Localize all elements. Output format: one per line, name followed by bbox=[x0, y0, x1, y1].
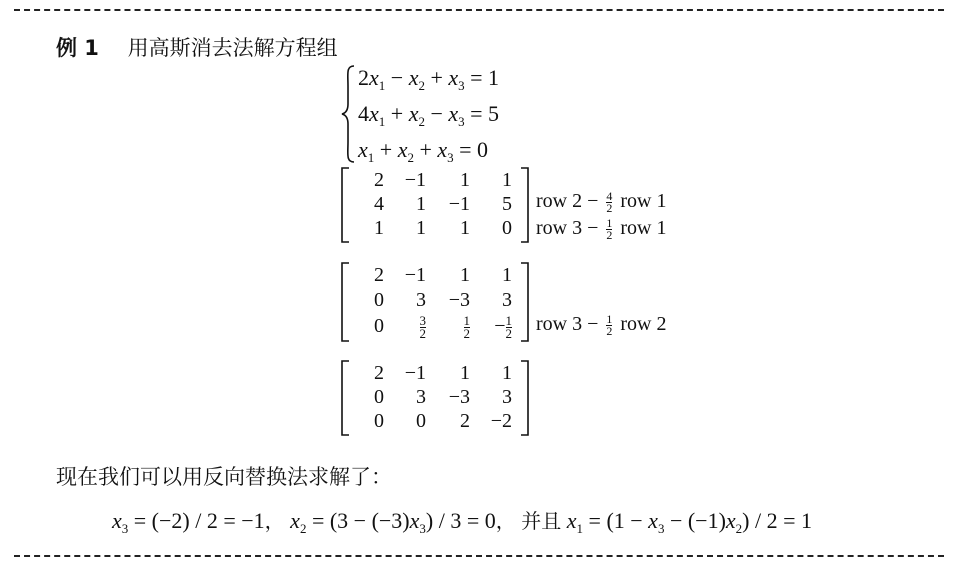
matrix-cell: 4 bbox=[374, 193, 384, 215]
example-heading bbox=[56, 32, 338, 62]
equation-3: $x_1 + x_2 + x_3 = 0$ bbox=[358, 137, 489, 165]
augmented-matrix-2 bbox=[340, 262, 530, 342]
matrix-cell: 3 bbox=[502, 386, 512, 408]
matrix-cell: 2 bbox=[374, 264, 384, 286]
matrix-cell: 1 bbox=[460, 217, 470, 239]
matrix-cell: 1 bbox=[460, 169, 470, 191]
left-brace bbox=[340, 64, 356, 164]
matrix-cell: 1 bbox=[416, 217, 426, 239]
matrix-cell: 1 bbox=[502, 169, 512, 191]
matrix-cell: −1 bbox=[404, 169, 426, 191]
matrix-cell: −3 bbox=[448, 386, 470, 408]
matrix-cell: −1 bbox=[404, 264, 426, 286]
back-substitution-sentence: 现在我们可以用反向替换法求解了： bbox=[56, 465, 392, 489]
matrix-cell: 3 bbox=[416, 289, 426, 312]
matrix-cell: 1 bbox=[460, 264, 470, 286]
matrix-cell: 0 bbox=[502, 217, 512, 239]
matrix-cell: 2 bbox=[374, 169, 384, 191]
matrix-cell: 0 bbox=[416, 410, 426, 432]
equation-1: $2x_1 - x_2 + x_3 = 1$ bbox=[358, 65, 500, 93]
fraction: $\frac{1}{2}$ bbox=[606, 311, 613, 338]
right-bracket bbox=[520, 262, 530, 342]
equation-2: $4x_1 + x_2 - x_3 = 5$ bbox=[358, 101, 500, 129]
row-op-3: row 3 − $\frac{1}{2}$ row 2 bbox=[536, 311, 667, 338]
top-dashed-rule bbox=[14, 9, 944, 11]
matrix-cell: −1 bbox=[448, 193, 470, 215]
right-bracket bbox=[520, 167, 530, 243]
row-op-2: row 3 − $\frac{1}{2}$ row 1 bbox=[536, 215, 667, 242]
row-op-1: row 2 − $\frac{4}{2}$ row 1 bbox=[536, 188, 667, 215]
solution-x3: $x_3 = (-2) / 2 = -1$ bbox=[112, 508, 265, 536]
solution-x2: $x_2 = (3 - (-3)x_3) / 3 = 0$ bbox=[290, 508, 496, 536]
fraction: $\frac{1}{2}$ bbox=[606, 215, 613, 242]
matrix-cell: 3 bbox=[502, 289, 512, 312]
matrix-cell: −1 bbox=[404, 362, 426, 384]
matrix-cell: 1 bbox=[460, 362, 470, 384]
matrix-cell: − $\frac{1}{2}$ bbox=[494, 312, 512, 341]
matrix-cell: −3 bbox=[448, 289, 470, 312]
matrix-cell: 0 bbox=[374, 289, 384, 312]
matrix-cell: $\frac{1}{2}$ bbox=[463, 312, 470, 341]
fraction: $\frac{4}{2}$ bbox=[606, 188, 613, 215]
solution-line: $x_3 = (-2) / 2 = -1$， $x_2 = (3 - (-3)x_3) / 3 = 0$， 并且 $x_1 = (1 - x_3 - (-1)x_2) / 2 = 1$ bbox=[112, 508, 813, 536]
example-title: 用高斯消去法解方程组 bbox=[127, 36, 338, 60]
solution-x1: $x_1 = (1 - x_3 - (-1)x_2) / 2 = 1$ bbox=[566, 508, 813, 536]
solution-connector: 并且 bbox=[521, 509, 562, 533]
right-bracket bbox=[520, 360, 530, 436]
matrix-cell: 2 bbox=[460, 410, 470, 432]
matrix-cell: 5 bbox=[502, 193, 512, 215]
matrix-cell: 0 bbox=[374, 314, 384, 337]
example-label: 例 1 bbox=[56, 36, 99, 60]
matrix-cell: 1 bbox=[374, 217, 384, 239]
bottom-dashed-rule bbox=[14, 555, 944, 557]
matrix-cell: $\frac{3}{2}$ bbox=[419, 312, 426, 341]
matrix-cell: −2 bbox=[490, 410, 512, 432]
matrix-cell: 0 bbox=[374, 410, 384, 432]
matrix-cell: 2 bbox=[374, 362, 384, 384]
matrix-cell: 1 bbox=[502, 362, 512, 384]
matrix-cell: 1 bbox=[416, 193, 426, 215]
augmented-matrix-3 bbox=[340, 360, 530, 436]
matrix-cell: 1 bbox=[502, 264, 512, 286]
matrix-cell: 3 bbox=[416, 386, 426, 408]
augmented-matrix-1 bbox=[340, 167, 530, 243]
matrix-cell: 0 bbox=[374, 386, 384, 408]
